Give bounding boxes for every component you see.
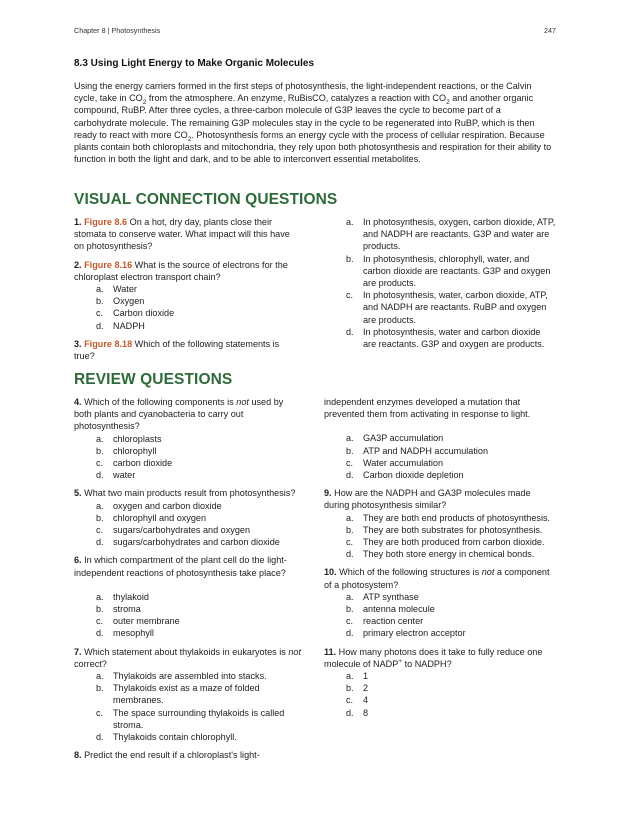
question-text: Which of the following structures is (336, 567, 482, 578)
subscript-2: 2 (187, 135, 192, 143)
answer-option (324, 289, 556, 326)
answer-option (324, 326, 556, 350)
answer-option (324, 591, 556, 603)
answer-option (74, 500, 302, 512)
option-letter: a. (346, 671, 354, 682)
option-letter: b. (96, 512, 104, 523)
option-text: In photosynthesis, water, carbon dioxide, ATP, and NADPH are reactants. RuBP and oxygen are products. (363, 290, 548, 325)
answer-option (324, 512, 556, 524)
answer-option (324, 457, 556, 469)
option-letter: d. (346, 707, 354, 718)
option-text: Thylakoids contain chlorophyll. (113, 732, 237, 743)
option-letter: d. (96, 537, 104, 548)
option-text: Oxygen (113, 296, 145, 307)
question-number: 3. (74, 338, 82, 349)
question-6 (74, 554, 302, 639)
answer-option (74, 469, 302, 481)
option-letter: a. (96, 591, 104, 602)
question-7 (74, 646, 302, 744)
answer-options (324, 512, 556, 561)
option-letter: c. (346, 695, 354, 706)
answer-options (324, 216, 556, 350)
emphasis: not (481, 567, 495, 578)
answer-option (74, 731, 302, 743)
answer-options (74, 433, 302, 482)
option-text: antenna molecule (363, 604, 435, 615)
answer-option (74, 707, 302, 731)
option-text: ATP and NADPH accumulation (363, 445, 489, 456)
answer-option (74, 512, 302, 524)
answer-option (324, 682, 556, 694)
question-number: 10. (324, 567, 337, 578)
answer-options (74, 591, 302, 640)
option-letter: d. (96, 732, 104, 743)
option-letter: b. (96, 445, 104, 456)
question-text: correct? (74, 658, 107, 669)
question-text: How many photons does it take to fully reduce one molecule of NADP (324, 646, 543, 669)
question-number: 2. (74, 259, 82, 270)
question-text: to NADPH? (402, 658, 452, 669)
option-letter: b. (96, 683, 104, 694)
question-text: What is the source of electrons for the chloroplast electron transport chain? (74, 259, 288, 282)
option-letter: d. (346, 628, 354, 639)
answer-option (324, 627, 556, 639)
option-text: They are both end products of photosynthesis. (363, 512, 551, 523)
answer-option (74, 445, 302, 457)
answer-options (324, 670, 556, 719)
option-letter: a. (346, 591, 354, 602)
answer-option (324, 253, 556, 290)
figure-link[interactable]: Figure 8.16 (84, 259, 133, 270)
answer-option (74, 627, 302, 639)
question-text: On a hot, dry day, plants close their stomata to conserve water. What impact will this have on photosynthesis? (74, 217, 290, 252)
option-letter: c. (96, 308, 104, 319)
superscript-plus: + (398, 657, 403, 665)
option-text: primary electron acceptor (363, 628, 466, 639)
answer-option (324, 707, 556, 719)
section-paragraph (74, 80, 556, 165)
answer-option (74, 591, 302, 603)
option-letter: a. (346, 512, 354, 523)
answer-option (324, 469, 556, 481)
question-4 (74, 396, 302, 481)
option-text: The space surrounding thylakoids is called stroma. (113, 707, 285, 730)
option-letter: d. (96, 320, 104, 331)
option-text: water (113, 470, 136, 481)
question-8-continued (324, 396, 556, 481)
answer-option (74, 603, 302, 615)
option-text: chlorophyll (113, 445, 157, 456)
spacer (74, 579, 302, 591)
option-text: Carbon dioxide depletion (363, 470, 464, 481)
answer-option (74, 295, 302, 307)
answer-option (74, 283, 302, 295)
review-right-column (324, 396, 556, 725)
question-number: 1. (74, 217, 82, 227)
option-letter: c. (96, 458, 104, 469)
option-text: ATP synthase (363, 591, 419, 602)
option-text: Carbon dioxide (113, 308, 175, 319)
question-text: independent enzymes developed a mutation that prevented them from activating in response to light. (324, 397, 531, 420)
option-letter: d. (346, 549, 354, 560)
option-text: chloroplasts (113, 433, 162, 444)
question-8 (74, 749, 302, 761)
para-part-4: . Photosynthesis forms an energy cycle with the process of cellular respiration. Because plants contain both chloroplasts and mitochondria, they rely upon both photosynthesis and respiration for their ability to function in both the light and dark, and to be able to interconvert essential metabolites. (74, 129, 552, 165)
option-letter: c. (346, 290, 354, 301)
answer-options (74, 670, 302, 743)
question-text: Which of the following statements is true? (74, 338, 280, 362)
option-letter: d. (96, 628, 104, 639)
answer-option (74, 682, 302, 706)
question-3 (74, 338, 302, 362)
option-text: sugars/carbohydrates and oxygen (113, 525, 250, 536)
review-left-column (74, 396, 302, 767)
answer-option (74, 433, 302, 445)
answer-options (74, 500, 302, 549)
question-number: 5. (74, 488, 82, 499)
option-letter: a. (96, 671, 104, 682)
option-letter: d. (96, 470, 104, 481)
question-10 (324, 566, 556, 639)
option-letter: c. (346, 537, 354, 548)
option-text: They are both produced from carbon dioxide. (363, 537, 545, 548)
answer-option (74, 615, 302, 627)
option-letter: b. (346, 253, 354, 264)
para-part-1: Using the energy carriers formed in the first steps of photosynthesis, the light-independent reactions, or the Calvin cycle, take in CO (74, 81, 532, 104)
spacer (324, 420, 556, 432)
subscript-2: 2 (446, 99, 450, 107)
option-letter: c. (346, 457, 354, 468)
option-text: thylakoid (113, 591, 149, 602)
question-text: Which statement about thylakoids in eukaryotes is (81, 646, 289, 657)
option-text: chlorophyll and oxygen (113, 512, 207, 523)
answer-option (324, 548, 556, 560)
option-letter: c. (96, 616, 104, 627)
option-text: In photosynthesis, water and carbon dioxide are reactants. G3P and oxygen are products. (363, 326, 545, 350)
question-text: Predict the end result if a chloroplast's light- (81, 750, 260, 761)
option-text: Thylakoids are assembled into stacks. (113, 671, 267, 682)
question-number: 11. (324, 646, 337, 657)
answer-option (74, 457, 302, 469)
answer-option (324, 694, 556, 706)
question-number: 8. (74, 750, 82, 761)
option-text: stroma (113, 604, 141, 615)
question-text: Which of the following components is (81, 397, 237, 407)
option-text: NADPH (113, 320, 145, 331)
answer-option (74, 320, 302, 332)
question-11 (324, 646, 556, 719)
option-text: sugars/carbohydrates and carbon dioxide (113, 537, 280, 548)
answer-option (324, 536, 556, 548)
question-9 (324, 487, 556, 560)
option-text: In photosynthesis, chlorophyll, water, and carbon dioxide are reactants. G3P and oxygen are products. (363, 253, 551, 289)
option-letter: a. (346, 217, 354, 227)
option-letter: b. (346, 604, 354, 615)
option-letter: b. (96, 296, 104, 307)
answer-options (74, 283, 302, 332)
option-text: 8 (363, 707, 369, 718)
question-text: used by both plants and cyanobacteria to carry out photosynthesis? (74, 397, 284, 432)
answer-option (324, 216, 556, 253)
option-letter: a. (96, 500, 104, 511)
answer-option (74, 536, 302, 548)
answer-option (324, 445, 556, 457)
visual-connection-heading: VISUAL CONNECTION QUESTIONS (74, 191, 338, 208)
page-number: 247 (544, 26, 556, 35)
visual-left-column (74, 216, 302, 368)
answer-option (324, 615, 556, 627)
question-text: How are the NADPH and GA3P molecules made during photosynthesis similar? (324, 488, 531, 511)
question-number: 9. (324, 488, 332, 499)
visual-right-column (324, 216, 556, 350)
question-number: 4. (74, 397, 82, 407)
answer-option (74, 307, 302, 319)
option-letter: c. (96, 525, 104, 536)
option-letter: a. (96, 284, 104, 295)
option-letter: c. (96, 707, 104, 718)
option-text: Water (113, 284, 137, 295)
question-number: 6. (74, 555, 82, 566)
option-letter: a. (96, 433, 104, 444)
figure-link[interactable]: Figure 8.18 (84, 338, 133, 349)
question-text: In which compartment of the plant cell do the light-independent reactions of photosynthesis take place? (74, 555, 287, 578)
option-letter: d. (346, 470, 354, 481)
option-text: 2 (363, 683, 369, 694)
answer-option (324, 524, 556, 536)
option-letter: b. (346, 524, 354, 535)
answer-option (324, 603, 556, 615)
option-text: GA3P accumulation (363, 433, 444, 444)
option-text: 1 (363, 671, 369, 682)
answer-options (324, 432, 556, 481)
option-text: outer membrane (113, 616, 180, 627)
option-text: carbon dioxide (113, 458, 173, 469)
running-header-chapter: Chapter 8 | Photosynthesis (74, 26, 161, 35)
answer-option (324, 670, 556, 682)
option-letter: b. (96, 604, 104, 615)
option-text: reaction center (363, 616, 424, 627)
answer-option (324, 432, 556, 444)
answer-option (74, 524, 302, 536)
option-text: mesophyll (113, 628, 154, 639)
option-text: oxygen and carbon dioxide (113, 500, 222, 511)
question-1 (74, 216, 302, 253)
option-text: Thylakoids exist as a maze of folded membranes. (113, 683, 260, 706)
option-letter: b. (346, 683, 354, 694)
answer-option (74, 670, 302, 682)
option-text: They are both substrates for photosynthesis. (363, 524, 543, 535)
question-text: a component of a photosystem? (324, 567, 550, 590)
question-number: 7. (74, 646, 82, 657)
emphasis: not (288, 646, 301, 657)
option-letter: d. (346, 326, 354, 337)
option-letter: b. (346, 445, 354, 456)
section-title: 8.3 Using Light Energy to Make Organic Molecules (74, 58, 315, 69)
option-text: Water accumulation (363, 457, 444, 468)
emphasis: not (236, 397, 249, 407)
para-part-2: from the atmosphere. An enzyme, RuBisCO, catalyzes a reaction with CO (146, 93, 447, 104)
option-letter: a. (346, 433, 354, 444)
question-5 (74, 487, 302, 548)
question-text: What two main products result from photosynthesis? (81, 488, 296, 499)
review-questions-heading: REVIEW QUESTIONS (74, 371, 233, 388)
option-letter: c. (346, 616, 354, 627)
option-text: They both store energy in chemical bonds. (363, 549, 535, 560)
option-text: In photosynthesis, oxygen, carbon dioxide, ATP, and NADPH are reactants. G3P and water are products. (363, 217, 556, 252)
answer-options (324, 591, 556, 640)
figure-link[interactable]: Figure 8.6 (84, 217, 128, 227)
para-part-3: and another organic compound, RuBP. After three cycles, a three-carbon molecule of G3P leaves the cycle to become part of a carbohydrate molecule. The remaining G3P molecules stay in the cycle to be regenerated into RuBP, which is then ready to react with more CO (74, 93, 535, 140)
option-text: 4 (363, 695, 369, 706)
question-2 (74, 259, 302, 332)
subscript-2: 2 (142, 99, 147, 107)
